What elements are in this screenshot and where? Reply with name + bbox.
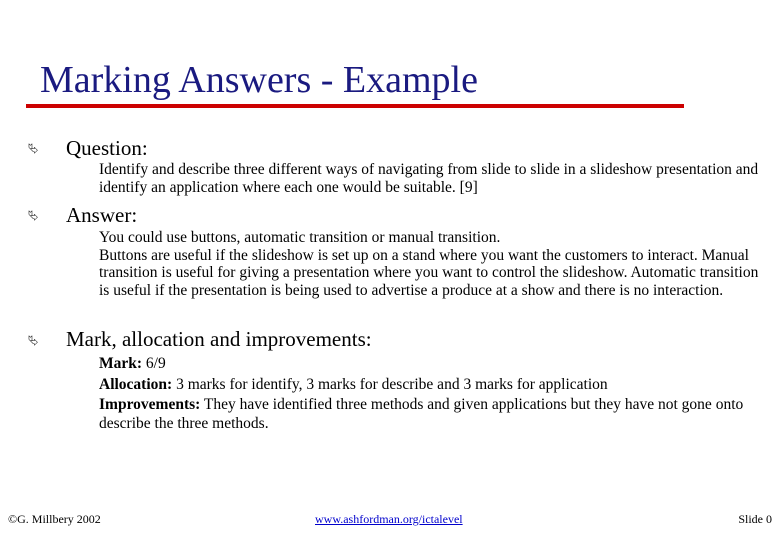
question-heading: Question: <box>66 136 148 160</box>
allocation-label: Allocation: <box>99 376 173 393</box>
title-underline <box>26 104 684 108</box>
answer-line-1: You could use buttons, automatic transition or manual transition. <box>99 229 501 246</box>
footer-copyright: ©G. Millbery 2002 <box>8 512 101 526</box>
allocation-line <box>99 374 759 395</box>
question-text <box>99 161 759 196</box>
footer-link[interactable]: www.ashfordman.org/ictalevel <box>315 512 463 526</box>
bullet-arrow-icon: ⮱ <box>28 141 39 156</box>
allocation-value: 3 marks for identify, 3 marks for describe and 3 marks for application <box>172 376 608 393</box>
mark-label: Mark: <box>99 355 143 372</box>
bullet-arrow-icon: ⮱ <box>28 333 39 348</box>
footer-slide-number: Slide 0 <box>738 512 772 526</box>
marking-text <box>99 353 759 433</box>
improvements-line <box>99 395 759 433</box>
marking-heading: Mark, allocation and improvements: <box>66 327 372 351</box>
answer-heading: Answer: <box>66 203 138 227</box>
question-text-content: Identify and describe three different ways of navigating from slide to slide in a slideshow presentation and identify an application where each one would be suitable. [9] <box>99 161 759 196</box>
footer-link-wrapper <box>315 512 463 526</box>
mark-value: 6/9 <box>142 355 166 372</box>
improvements-value: They have identified three methods and given applications but they have not gone onto describe the three methods. <box>99 396 744 432</box>
answer-text <box>99 229 759 299</box>
answer-line-2: Buttons are useful if the slideshow is set up on a stand where you want the customers to interact. Manual transition is useful for giving a presentation where you want to control the slideshow. Automatic transition is useful if the presentation is being used to advertise a produce at a show and there is no interaction. <box>99 246 759 299</box>
mark-line <box>99 353 759 374</box>
bullet-arrow-icon: ⮱ <box>28 208 39 223</box>
improvements-label: Improvements: <box>99 396 201 413</box>
slide-title: Marking Answers - Example <box>40 59 478 101</box>
